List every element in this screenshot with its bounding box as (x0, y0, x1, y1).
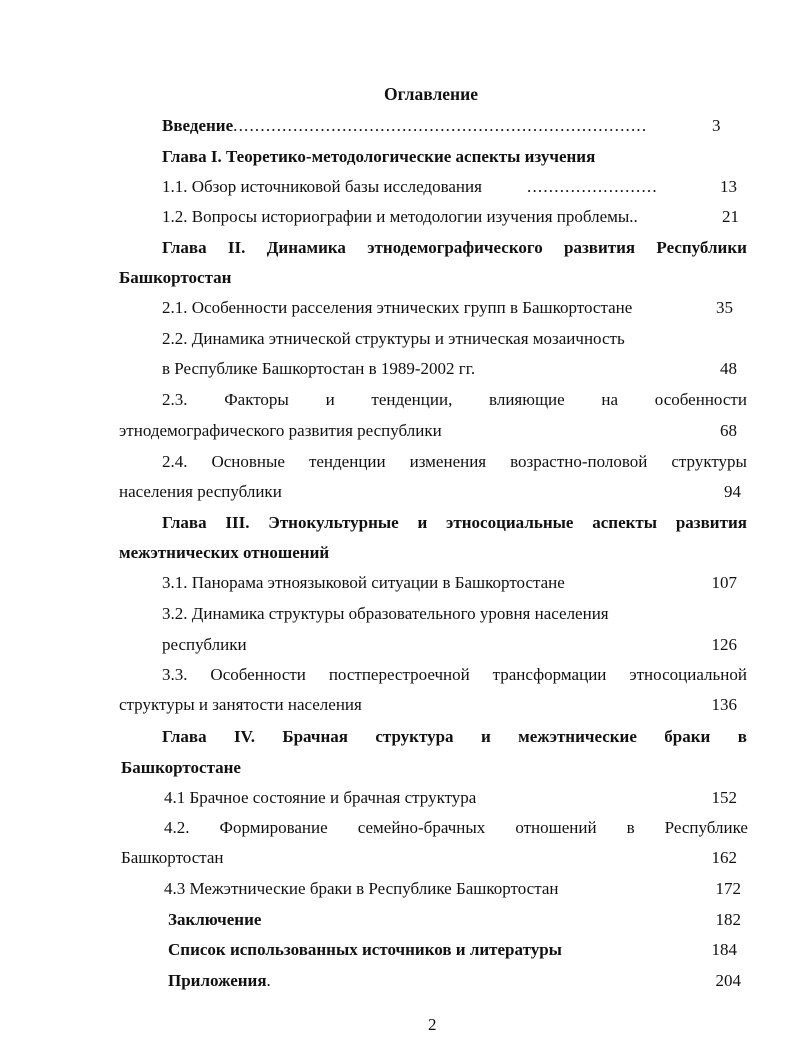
toc-entry-intro (162, 116, 647, 136)
toc-entry-2-1: 2.1. Особенности расселения этнических групп в Башкортостане (162, 298, 633, 317)
toc-chapter-2-line2: Башкортостан (119, 268, 232, 287)
toc-entry-2-2-line1: 2.2. Динамика этнической структуры и этническая мозаичность (162, 329, 625, 348)
toc-page-number: 162 (711, 848, 737, 867)
toc-page-number: 204 (715, 971, 741, 990)
toc-entry-conclusion: Заключение (168, 910, 262, 929)
toc-entry-3-1: 3.1. Панорама этноязыковой ситуации в Башкортостане (162, 573, 565, 592)
toc-chapter-2-line1: Глава II. Динамика этнодемографического развития Республики (162, 238, 747, 257)
toc-entry-appendix (168, 971, 271, 991)
toc-page-number: 107 (711, 573, 737, 592)
toc-entry-3-3-line1: 3.3. Особенности постперестроечной трансформации этносоциальной (162, 665, 747, 684)
toc-entry-4-2-line2: Башкортостан (121, 848, 224, 867)
toc-chapter-1: Глава I. Теоретико-методологические аспекты изучения (162, 147, 596, 166)
toc-entry-2-4-line2: населения республики (119, 482, 282, 501)
toc-page-number: 3 (712, 116, 721, 135)
toc-leader-dots: ............................................................................ (233, 116, 648, 135)
toc-chapter-4-line2: Башкортостане (121, 758, 241, 777)
toc-entry-4-3: 4.3 Межэтнические браки в Республике Башкортостан (164, 879, 559, 898)
toc-page-number: 184 (711, 940, 737, 959)
toc-entry-3-2-line1: 3.2. Динамика структуры образовательного уровня населения (162, 604, 609, 623)
toc-page-number: 182 (715, 910, 741, 929)
toc-entry-2-2-line2: в Республике Башкортостан в 1989-2002 гг. (162, 359, 476, 378)
toc-page-number: 35 (716, 298, 733, 317)
toc-leader-dots: ........................ (527, 177, 658, 196)
toc-entry-2-4-line1: 2.4. Основные тенденции изменения возрастно-половой структуры (162, 452, 747, 471)
toc-page-number: 136 (711, 695, 737, 714)
toc-chapter-3-line2: межэтнических отношений (119, 543, 330, 562)
page-number: 2 (428, 1015, 437, 1034)
toc-page-number: 172 (715, 879, 741, 898)
toc-chapter-3-line1: Глава III. Этнокультурные и этносоциальные аспекты развития (162, 513, 747, 532)
toc-page-number: 21 (722, 207, 739, 226)
toc-entry-label: Введение (162, 116, 234, 135)
toc-page-number: 48 (720, 359, 737, 378)
toc-page-number: 13 (720, 177, 737, 196)
toc-page-number: 94 (724, 482, 741, 501)
toc-entry-4-1: 4.1 Брачное состояние и брачная структура (164, 788, 477, 807)
toc-chapter-4-line1: Глава IV. Брачная структура и межэтнические браки в (162, 727, 747, 746)
toc-title: Оглавление (384, 84, 478, 104)
toc-entry-2-3-line1: 2.3. Факторы и тенденции, влияющие на особенности (162, 390, 747, 409)
toc-entry-2-3-line2: этнодемографического развития республики (119, 421, 442, 440)
toc-page-number: 152 (711, 788, 737, 807)
toc-entry-1-1: 1.1. Обзор источниковой базы исследования (162, 177, 482, 196)
toc-entry-label: Приложения (168, 971, 267, 990)
toc-entry-3-3-line2: структуры и занятости населения (119, 695, 362, 714)
toc-entry-3-2-line2: республики (162, 635, 247, 654)
toc-page-number: 126 (711, 635, 737, 654)
toc-entry-sources: Список использованных источников и литературы (168, 940, 562, 959)
toc-entry-4-2-line1: 4.2. Формирование семейно-брачных отношений в Республике (164, 818, 748, 837)
toc-trailing-dot: . (266, 971, 271, 990)
toc-entry-1-2: 1.2. Вопросы историографии и методологии изучения проблемы.. (162, 207, 638, 226)
toc-page-number: 68 (720, 421, 737, 440)
